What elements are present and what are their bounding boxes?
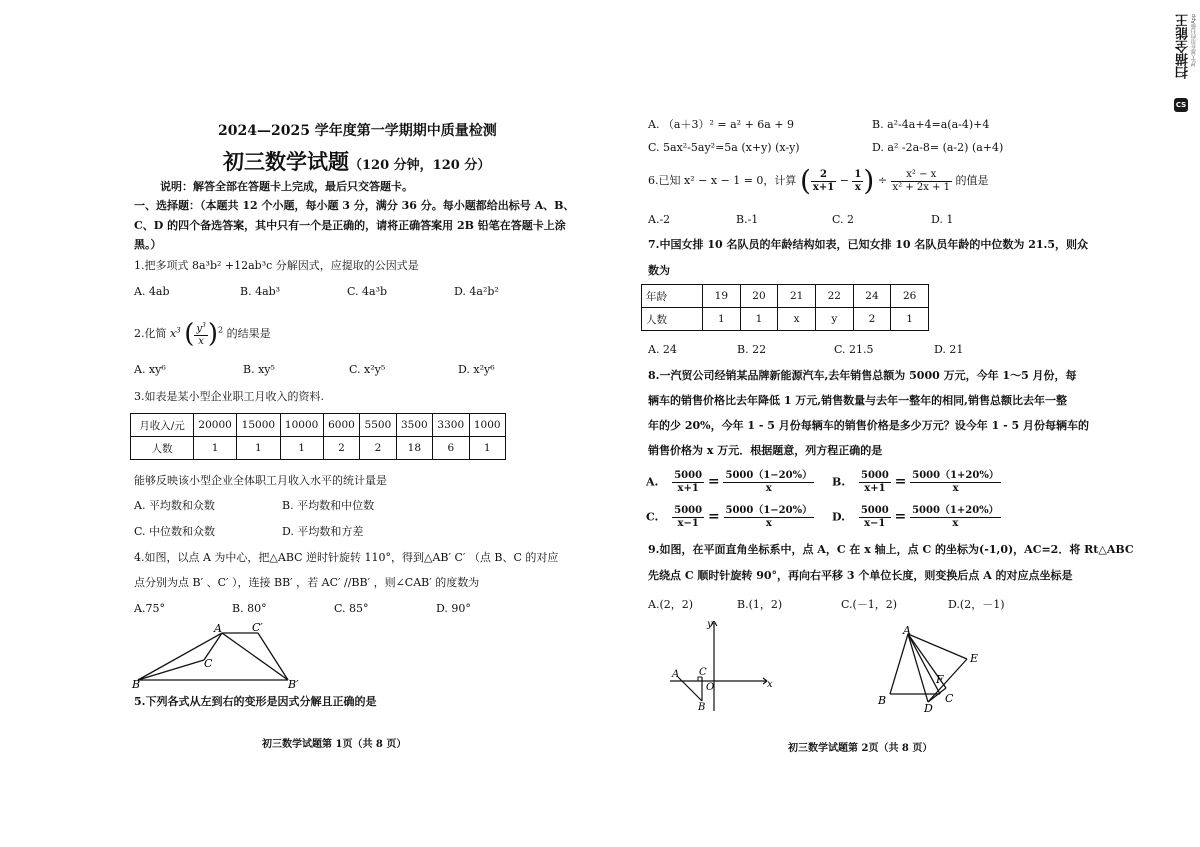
age-table — [641, 284, 929, 331]
q9-option-b: B.(1，2) — [737, 598, 783, 611]
q2-option-c: C. x²y⁵ — [349, 363, 386, 376]
q5-option-c: C. 5ax²-5ay²=5a (x+y) (x-y) — [648, 141, 800, 154]
fig9-label-x: x — [767, 679, 773, 690]
table-cell: 19 — [703, 285, 741, 308]
fig10-label-c: C — [945, 692, 954, 705]
q7-stem-line2: 数为 — [648, 264, 670, 277]
q3-option-b: B. 平均数和中位数 — [282, 499, 375, 512]
table-head-cell: 年龄 — [642, 285, 703, 308]
q8-option-c: C. $\frac{5000}{x-1}$ = $\frac{5000(1-20\%)}{x}$ — [646, 505, 813, 529]
section1-line1: 一、选择题：（本题共 12 个小题，每小题 3 分，满分 36 分。每小题都给出标号 A、B、 — [134, 199, 575, 212]
table-row — [642, 308, 929, 331]
q2-option-b: B. xy⁵ — [243, 363, 275, 376]
q7-option-b: B. 22 — [737, 343, 767, 356]
q4-option-d: D. 90° — [436, 602, 471, 615]
table-cell: 1 — [237, 437, 280, 460]
fig9-label-y: y — [707, 619, 713, 630]
fig10-label-b: B — [878, 694, 887, 707]
table-cell: 10000 — [280, 414, 323, 437]
fig10-label-f: F — [936, 673, 944, 686]
q5-option-a: A. （a＋3）² = a² + 6a + 9 — [648, 118, 795, 131]
table-cell: 18 — [396, 437, 432, 460]
fig9-label-c: C — [699, 667, 707, 678]
q6-option-d: D. 1 — [931, 213, 954, 226]
fig10-label-e: E — [970, 652, 979, 665]
section1-line2: C、D 的四个备选答案，其中只有一个是正确的，请将正确答案用 2B 铅笔在答题卡上涂 — [134, 219, 566, 232]
q4-stem-line2: 点分别为点 B′ 、C′ ），连接 BB′ ，若 AC′ //BB′ ，则∠CAB′ 的度数为 — [134, 576, 480, 589]
table-cell: 1 — [194, 437, 237, 460]
q4-rotation-figure — [130, 618, 310, 690]
q1-option-a: A. 4ab — [134, 285, 170, 298]
q3-option-a: A. 平均数和众数 — [134, 499, 215, 512]
table-cell: 6 — [433, 437, 469, 460]
q2-option-d: D. x²y⁶ — [458, 363, 495, 376]
fig9-label-o: O — [706, 682, 715, 693]
q10-triangle-figure — [872, 622, 992, 714]
q2-lead: 2.化简 — [134, 327, 167, 341]
q9-option-a: A.(2，2) — [648, 598, 694, 611]
q8-stem-line1: 8.一汽贸公司经销某品牌新能源汽车,去年销售总额为 5000 万元，今年 1～5 月份，每 — [648, 369, 1077, 382]
page-2 — [600, 0, 1200, 847]
table-cell: x — [778, 308, 816, 331]
q6-frac3-num: x² − x — [891, 169, 953, 182]
camscanner-logo-icon: CS — [1174, 98, 1188, 112]
exam-title — [223, 146, 490, 176]
q5-option-d: D. a² -2a-8= (a-2) (a+4) — [872, 141, 1004, 154]
table-cell: 20000 — [194, 414, 237, 437]
table-row — [131, 437, 506, 460]
q9-option-d: D.(2，－1) — [948, 598, 1005, 611]
q3-stem: 3.如表是某小型企业职工月收入的资料. — [134, 390, 324, 403]
q7-option-c: C. 21.5 — [834, 343, 874, 356]
fig9-label-a: A — [672, 669, 680, 680]
q8-option-b: B. $\frac{5000}{x+1}$ = $\frac{5000(1+20\%)}{x}$ — [832, 470, 999, 494]
q6-option-c: C. 2 — [832, 213, 855, 226]
table-head-cell: 人数 — [642, 308, 703, 331]
table-cell: 22 — [815, 285, 853, 308]
q1-option-c: C. 4a³b — [347, 285, 388, 298]
table-cell: 1 — [740, 308, 778, 331]
q8-option-a: A. $\frac{5000}{x+1}$ = $\frac{5000(1-20\%)}{x}$ — [646, 470, 813, 494]
table-cell: 3500 — [396, 414, 432, 437]
q6-option-a: A.-2 — [648, 213, 671, 226]
q6-option-b: B.-1 — [736, 213, 759, 226]
table-cell: 6000 — [323, 414, 359, 437]
title-main: 初三数学试题 — [223, 149, 349, 174]
section1-line3: 黑。） — [134, 238, 162, 251]
q6-frac1-num: 2 — [811, 169, 836, 182]
table-cell: 2 — [360, 437, 396, 460]
q2-option-a: A. xy⁶ — [134, 363, 166, 376]
table-cell: 20 — [740, 285, 778, 308]
q9-option-c: C.(－1，2) — [841, 598, 898, 611]
table-cell: y — [815, 308, 853, 331]
table-cell: 21 — [778, 285, 816, 308]
table-head-cell: 月收入/元 — [131, 414, 194, 437]
fig4-label-a: A — [214, 622, 222, 635]
camscanner-watermark — [1160, 0, 1200, 847]
q9-coordinate-figure — [666, 615, 776, 715]
title-sub: （120 分钟，120 分） — [349, 158, 491, 173]
q8-stem-line2: 辆车的销售价格比去年降低 1 万元,销售数量与去年一整年的相同,销售总额比去年一整 — [648, 394, 1067, 407]
fig4-label-b: B — [132, 678, 141, 690]
table-cell: 26 — [891, 285, 929, 308]
table-cell: 5500 — [360, 414, 396, 437]
table-row — [131, 414, 506, 437]
watermark-sub: 3亿人都在用的扫描App — [1191, 14, 1197, 67]
watermark-brand: 扫描全能王 — [1176, 14, 1191, 79]
q6-frac2-num: 1 — [854, 168, 862, 180]
page-footer-1: 初三数学试题第 1页（共 8 页） — [262, 739, 407, 750]
q6-frac2-den: x — [854, 181, 861, 193]
q7-option-d: D. 21 — [934, 343, 964, 356]
table-cell: 1000 — [469, 414, 506, 437]
q4-option-b: B. 80° — [232, 602, 267, 615]
q6-frac3-den: x² + 2x + 1 — [892, 181, 951, 193]
q1-option-d: D. 4a²b² — [454, 285, 499, 298]
table-cell: 1 — [703, 308, 741, 331]
q3-option-d: D. 平均数和方差 — [282, 525, 364, 538]
table-cell: 24 — [853, 285, 891, 308]
fig9-label-b: B — [698, 702, 706, 713]
q6-tail: 的值是 — [955, 174, 989, 187]
q3-option-c: C. 中位数和众数 — [134, 525, 216, 538]
fig10-label-a: A — [903, 624, 911, 637]
table-cell: 1 — [469, 437, 506, 460]
table-head-cell: 人数 — [131, 437, 194, 460]
q8-stem-line3: 年的少 20%，今年 1 - 5 月份每辆车的销售价格是多少万元？设今年 1 - 5 月份每辆车的 — [648, 419, 1089, 432]
q4-stem-line1: 4.如图，以点 A 为中心，把△ABC 逆时针旋转 110°，得到△AB′ C′ （点 B、C 的对应 — [134, 551, 559, 564]
q8-option-d: D. $\frac{5000}{x-1}$ = $\frac{5000(1+20\%)}{x}$ — [832, 505, 999, 529]
q5-option-b: B. a²-4a+4=a(a-4)+4 — [872, 118, 990, 131]
q4-option-a: A.75° — [134, 602, 165, 615]
q4-option-c: C. 85° — [334, 602, 369, 615]
q1-option-b: B. 4ab³ — [240, 285, 281, 298]
table-cell: 2 — [323, 437, 359, 460]
q1-stem: 1.把多项式 8a³b² +12ab³c 分解因式，应提取的公因式是 — [134, 259, 419, 272]
q7-option-a: A. 24 — [648, 343, 677, 356]
fig4-label-b-prime: B′ — [288, 678, 299, 690]
table-row — [642, 285, 929, 308]
q9-stem-line1: 9.如图，在平面直角坐标系中，点 A，C 在 x 轴上，点 C 的坐标为(-1,0)，AC=2．将 Rt△ABC — [648, 543, 1134, 556]
fig4-label-c-prime: C′ — [252, 621, 263, 634]
income-table — [130, 413, 506, 460]
q7-stem-line1: 7.中国女排 10 名队员的年龄结构如表，已知女排 10 名队员年龄的中位数为 21.5，则众 — [648, 238, 1089, 251]
table-cell: 2 — [853, 308, 891, 331]
q2-tail: 的结果是 — [226, 327, 271, 341]
fig10-label-d: D — [924, 702, 933, 714]
instruction: 说明：解答全部在答题卡上完成，最后只交答题卡。 — [160, 180, 413, 193]
q5-stem: 5.下列各式从左到右的变形是因式分解且正确的是 — [134, 695, 377, 708]
q3-ask: 能够反映该小型企业全体职工月收入水平的统计量是 — [134, 474, 387, 487]
table-cell: 1 — [280, 437, 323, 460]
fig4-label-c: C — [204, 657, 213, 670]
table-cell: 15000 — [237, 414, 280, 437]
q8-stem-line4: 销售价格为 x 万元．根据题意，列方程正确的是 — [648, 444, 883, 457]
page-footer-2: 初三数学试题第 2页（共 8 页） — [788, 743, 933, 754]
q6-lead: 6.已知 x² − x − 1 = 0，计算 — [648, 174, 797, 187]
table-cell: 1 — [891, 308, 929, 331]
q2-stem: 2.化简 $x^3$ ( $\frac{y^3}{x}$ )$^2$ 的结果是 — [134, 319, 271, 350]
q6-stem: 6.已知 x² − x − 1 = 0，计算 ( $\frac{2}{x+1}$ − $\frac{1}{x}$ ) ÷ $\frac{\text{x² − x}}{\text{x² + 2x + 1}}$ 的值是 — [648, 164, 989, 197]
q6-frac1-den: x+1 — [812, 181, 835, 193]
exam-header: 2024—2025 学年度第一学期期中质量检测 — [218, 123, 497, 139]
q9-stem-line2: 先绕点 C 顺时针旋转 90°，再向右平移 3 个单位长度，则变换后点 A 的对应点坐标是 — [648, 569, 1073, 582]
table-cell: 3300 — [433, 414, 469, 437]
